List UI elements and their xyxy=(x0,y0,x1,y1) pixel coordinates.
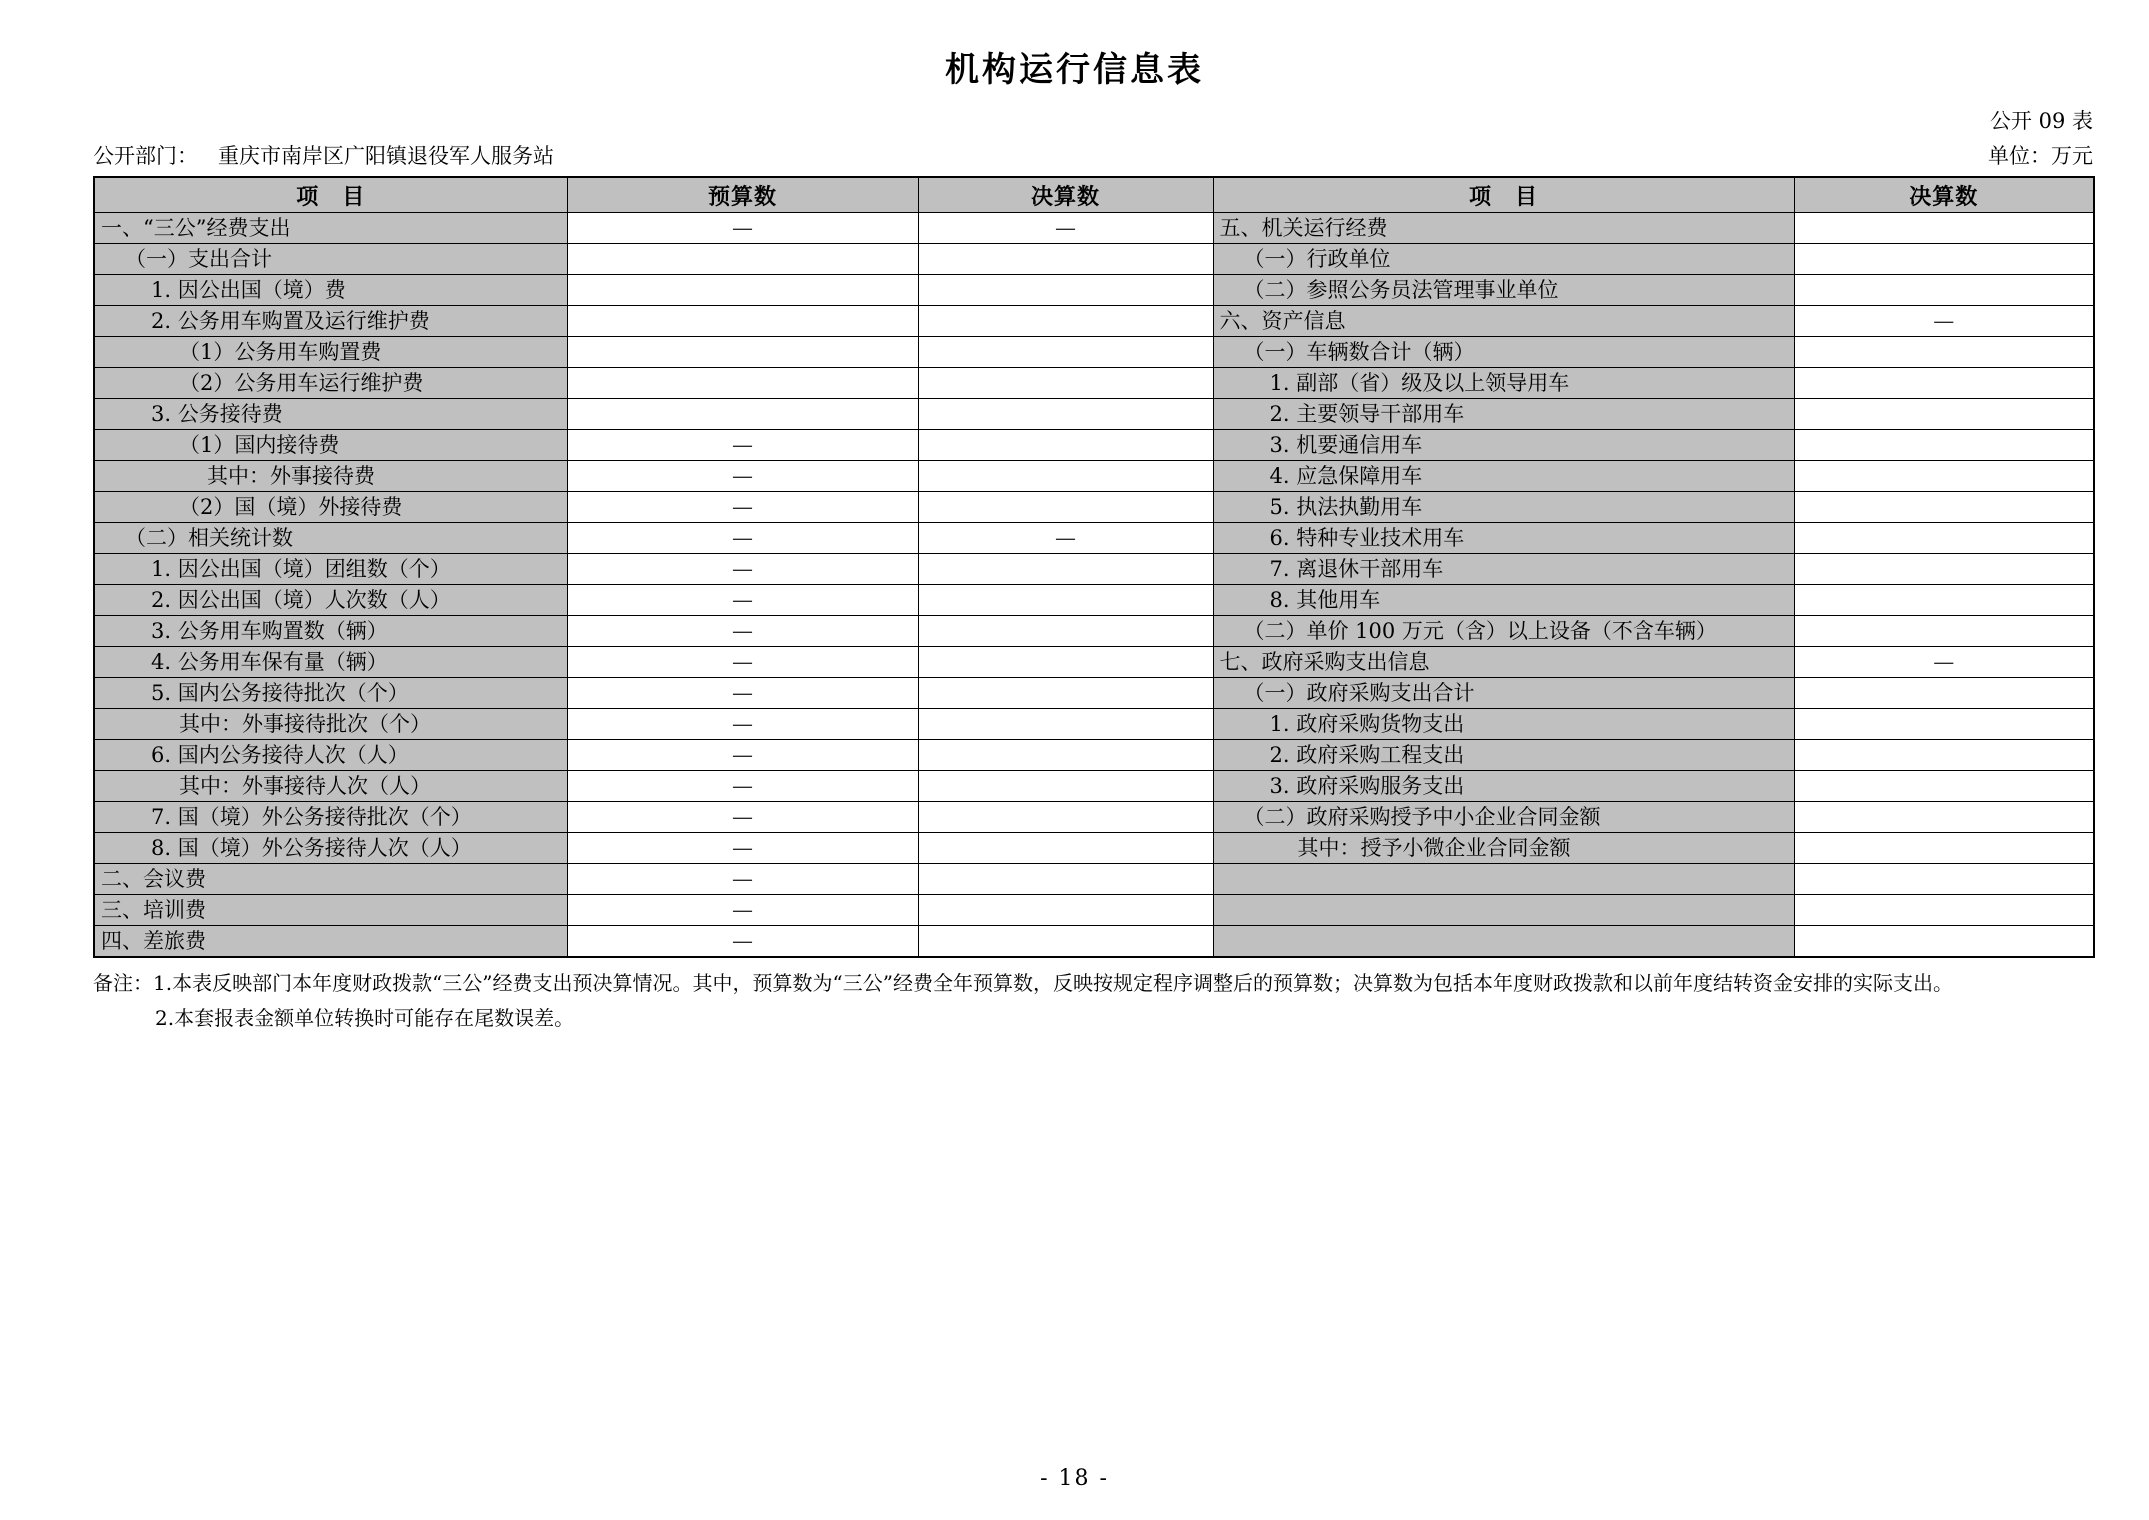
final-value-cell xyxy=(1794,926,2094,958)
item-label-cell: 其中：授予小微企业合同金额 xyxy=(1213,833,1794,864)
item-label-cell: 2. 政府采购工程支出 xyxy=(1213,740,1794,771)
final-value-cell xyxy=(1794,895,2094,926)
table-row xyxy=(94,399,2094,430)
final-value-cell xyxy=(918,306,1213,337)
header-item-left: 项 目 xyxy=(94,177,567,213)
final-value-cell xyxy=(1794,616,2094,647)
table-row xyxy=(94,802,2094,833)
final-value-cell xyxy=(918,492,1213,523)
item-label-cell: 其中：外事接待批次（个） xyxy=(94,709,567,740)
budget-value-cell: — xyxy=(567,740,918,771)
final-value-cell: — xyxy=(1794,647,2094,678)
budget-value-cell: — xyxy=(567,616,918,647)
item-label-cell: 3. 政府采购服务支出 xyxy=(1213,771,1794,802)
budget-value-cell xyxy=(567,306,918,337)
item-label-cell: 其中：外事接待人次（人） xyxy=(94,771,567,802)
item-label-cell: 1. 政府采购货物支出 xyxy=(1213,709,1794,740)
budget-value-cell: — xyxy=(567,585,918,616)
budget-value-cell: — xyxy=(567,523,918,554)
final-value-cell xyxy=(1794,368,2094,399)
final-value-cell xyxy=(1794,802,2094,833)
item-label-cell: 8. 国（境）外公务接待人次（人） xyxy=(94,833,567,864)
item-label-cell: 4. 应急保障用车 xyxy=(1213,461,1794,492)
item-label-cell: 1. 副部（省）级及以上领导用车 xyxy=(1213,368,1794,399)
final-value-cell xyxy=(918,244,1213,275)
final-value-cell xyxy=(1794,461,2094,492)
table-row xyxy=(94,492,2094,523)
final-value-cell: — xyxy=(918,523,1213,554)
note-line-1: 备注：1.本表反映部门本年度财政拨款“三公”经费支出预决算情况。其中，预算数为“三公”经费全年预算数，反映按规定程序调整后的预算数；决算数为包括本年度财政拨款和以前年度结转资金安排的实际支出。 xyxy=(93,971,1953,995)
item-label-cell: （二）政府采购授予中小企业合同金额 xyxy=(1213,802,1794,833)
table-row xyxy=(94,368,2094,399)
item-label-cell: （2）公务用车运行维护费 xyxy=(94,368,567,399)
page-title: 机构运行信息表 xyxy=(945,50,1204,90)
notes xyxy=(93,966,2103,1036)
item-label-cell: 一、“三公”经费支出 xyxy=(94,213,567,244)
table-row xyxy=(94,275,2094,306)
table-row xyxy=(94,337,2094,368)
final-value-cell xyxy=(918,864,1213,895)
final-value-cell: — xyxy=(1794,306,2094,337)
item-label-cell: （一）行政单位 xyxy=(1213,244,1794,275)
header-meta xyxy=(93,105,2093,170)
item-label-cell: 8. 其他用车 xyxy=(1213,585,1794,616)
final-value-cell xyxy=(918,399,1213,430)
final-value-cell xyxy=(918,337,1213,368)
item-label-cell: 7. 国（境）外公务接待批次（个） xyxy=(94,802,567,833)
item-label-cell: 6. 国内公务接待人次（人） xyxy=(94,740,567,771)
table-row xyxy=(94,213,2094,244)
unit-label: 单位：万元 xyxy=(1988,144,2093,168)
final-value-cell xyxy=(918,368,1213,399)
budget-value-cell: — xyxy=(567,709,918,740)
item-label-cell: 七、政府采购支出信息 xyxy=(1213,647,1794,678)
budget-value-cell xyxy=(567,337,918,368)
budget-value-cell: — xyxy=(567,833,918,864)
final-value-cell xyxy=(1794,554,2094,585)
final-value-cell xyxy=(1794,709,2094,740)
final-value-cell xyxy=(1794,399,2094,430)
table-row xyxy=(94,306,2094,337)
budget-value-cell: — xyxy=(567,802,918,833)
table-row xyxy=(94,926,2094,958)
final-value-cell xyxy=(1794,523,2094,554)
final-value-cell xyxy=(1794,771,2094,802)
item-label-cell xyxy=(1213,926,1794,958)
table-row xyxy=(94,895,2094,926)
budget-value-cell: — xyxy=(567,864,918,895)
budget-value-cell: — xyxy=(567,461,918,492)
item-label-cell: 4. 公务用车保有量（辆） xyxy=(94,647,567,678)
form-code: 公开 09 表 xyxy=(1989,109,2093,133)
table-body xyxy=(94,213,2094,958)
department-name: 重庆市南岸区广阳镇退役军人服务站 xyxy=(218,144,554,168)
budget-value-cell: — xyxy=(567,430,918,461)
budget-value-cell xyxy=(567,275,918,306)
final-value-cell: — xyxy=(918,213,1213,244)
final-value-cell xyxy=(918,461,1213,492)
item-label-cell: 2. 主要领导干部用车 xyxy=(1213,399,1794,430)
item-label-cell: 5. 执法执勤用车 xyxy=(1213,492,1794,523)
header-row xyxy=(94,177,2094,213)
budget-value-cell: — xyxy=(567,492,918,523)
final-value-cell xyxy=(1794,740,2094,771)
item-label-cell: 1. 因公出国（境）团组数（个） xyxy=(94,554,567,585)
item-label-cell: （2）国（境）外接待费 xyxy=(94,492,567,523)
final-value-cell xyxy=(1794,430,2094,461)
final-value-cell xyxy=(1794,585,2094,616)
item-label-cell: （1）国内接待费 xyxy=(94,430,567,461)
department-label: 公开部门： xyxy=(93,144,198,168)
item-label-cell: 其中：外事接待费 xyxy=(94,461,567,492)
final-value-cell xyxy=(918,585,1213,616)
budget-value-cell: — xyxy=(567,213,918,244)
item-label-cell: 5. 国内公务接待批次（个） xyxy=(94,678,567,709)
final-value-cell xyxy=(918,647,1213,678)
final-value-cell xyxy=(1794,244,2094,275)
item-label-cell: 2. 公务用车购置及运行维护费 xyxy=(94,306,567,337)
budget-value-cell: — xyxy=(567,771,918,802)
final-value-cell xyxy=(918,740,1213,771)
item-label-cell: 3. 机要通信用车 xyxy=(1213,430,1794,461)
table-row xyxy=(94,585,2094,616)
final-value-cell xyxy=(918,616,1213,647)
table-row xyxy=(94,523,2094,554)
header-item-right: 项 目 xyxy=(1213,177,1794,213)
page-number: - 18 - xyxy=(1040,1466,1109,1491)
item-label-cell: 六、资产信息 xyxy=(1213,306,1794,337)
item-label-cell: 1. 因公出国（境）费 xyxy=(94,275,567,306)
header-budget: 预算数 xyxy=(567,177,918,213)
final-value-cell xyxy=(918,802,1213,833)
table-row xyxy=(94,244,2094,275)
table-row xyxy=(94,740,2094,771)
item-label-cell xyxy=(1213,864,1794,895)
budget-value-cell xyxy=(567,244,918,275)
item-label-cell: （二）参照公务员法管理事业单位 xyxy=(1213,275,1794,306)
final-value-cell xyxy=(918,895,1213,926)
final-value-cell xyxy=(1794,337,2094,368)
budget-value-cell xyxy=(567,399,918,430)
final-value-cell xyxy=(918,709,1213,740)
final-value-cell xyxy=(918,554,1213,585)
item-label-cell: 五、机关运行经费 xyxy=(1213,213,1794,244)
info-table xyxy=(93,176,2095,958)
item-label-cell: 二、会议费 xyxy=(94,864,567,895)
table-row xyxy=(94,771,2094,802)
final-value-cell xyxy=(918,275,1213,306)
budget-value-cell: — xyxy=(567,926,918,958)
table-row xyxy=(94,678,2094,709)
table-row xyxy=(94,709,2094,740)
item-label-cell: 6. 特种专业技术用车 xyxy=(1213,523,1794,554)
header-final-right: 决算数 xyxy=(1794,177,2094,213)
note-line-2: 2.本套报表金额单位转换时可能存在尾数误差。 xyxy=(155,1006,575,1030)
final-value-cell xyxy=(918,678,1213,709)
budget-value-cell: — xyxy=(567,895,918,926)
department-line xyxy=(93,140,554,170)
budget-value-cell: — xyxy=(567,678,918,709)
final-value-cell xyxy=(1794,833,2094,864)
item-label-cell: 三、培训费 xyxy=(94,895,567,926)
final-value-cell xyxy=(918,430,1213,461)
item-label-cell: （一）支出合计 xyxy=(94,244,567,275)
table-row xyxy=(94,430,2094,461)
item-label-cell: （二）单价 100 万元（含）以上设备（不含车辆） xyxy=(1213,616,1794,647)
item-label-cell: 2. 因公出国（境）人次数（人） xyxy=(94,585,567,616)
item-label-cell: 四、差旅费 xyxy=(94,926,567,958)
item-label-cell: （二）相关统计数 xyxy=(94,523,567,554)
item-label-cell: （1）公务用车购置费 xyxy=(94,337,567,368)
table-row xyxy=(94,461,2094,492)
final-value-cell xyxy=(918,926,1213,958)
table-row xyxy=(94,647,2094,678)
final-value-cell xyxy=(1794,492,2094,523)
final-value-cell xyxy=(1794,864,2094,895)
item-label-cell: （一）政府采购支出合计 xyxy=(1213,678,1794,709)
table-row xyxy=(94,554,2094,585)
final-value-cell xyxy=(1794,678,2094,709)
header-final-left: 决算数 xyxy=(918,177,1213,213)
item-label-cell: 7. 离退休干部用车 xyxy=(1213,554,1794,585)
final-value-cell xyxy=(1794,275,2094,306)
table-row xyxy=(94,864,2094,895)
item-label-cell: （一）车辆数合计（辆） xyxy=(1213,337,1794,368)
table-row xyxy=(94,833,2094,864)
item-label-cell: 3. 公务用车购置数（辆） xyxy=(94,616,567,647)
final-value-cell xyxy=(918,833,1213,864)
final-value-cell xyxy=(1794,213,2094,244)
item-label-cell: 3. 公务接待费 xyxy=(94,399,567,430)
item-label-cell xyxy=(1213,895,1794,926)
final-value-cell xyxy=(918,771,1213,802)
budget-value-cell: — xyxy=(567,647,918,678)
budget-value-cell xyxy=(567,368,918,399)
budget-value-cell: — xyxy=(567,554,918,585)
table-row xyxy=(94,616,2094,647)
